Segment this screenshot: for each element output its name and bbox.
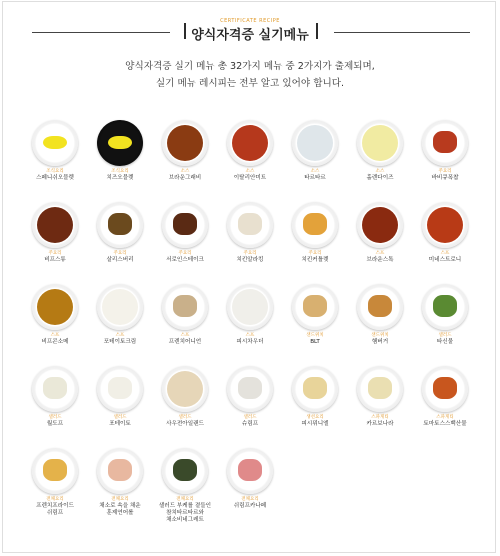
dish-photo [32, 120, 78, 166]
dish-name: 비프스튜 [44, 257, 66, 263]
dish-category: 조식요리 [111, 169, 129, 174]
dish-food [433, 295, 457, 317]
dish-photo [227, 366, 273, 412]
dish-photo [32, 202, 78, 248]
dish-category: 전채요리 [176, 497, 194, 502]
dish-category: 주요리 [438, 169, 452, 174]
dish-category: 샐러드 [243, 415, 257, 420]
dish-photo [357, 202, 403, 248]
dish-food [368, 377, 392, 399]
dish-category: 소스 [310, 169, 320, 174]
dish-photo [292, 366, 338, 412]
dish-name: 치킨커틀렛 [301, 257, 329, 263]
dish-photo [292, 202, 338, 248]
dish-food [238, 213, 262, 235]
dish-photo [227, 120, 273, 166]
dish-category: 스파게티 [371, 415, 389, 420]
dish-name: 햄버거 [371, 339, 389, 345]
page-title: 양식자격증 실기메뉴 [191, 28, 309, 43]
dish-photo [292, 284, 338, 330]
dish-photo [97, 120, 143, 166]
dish-food [167, 371, 203, 407]
dish-name: 비프콘소메 [41, 339, 69, 345]
dish-photo [97, 284, 143, 330]
dish-category: 스프 [180, 333, 190, 338]
dish-category: 주요리 [308, 251, 322, 256]
dish-category: 샐러드 [438, 333, 452, 338]
dish-photo [227, 284, 273, 330]
dish-category: 주요리 [243, 251, 257, 256]
dish-food [37, 207, 73, 243]
dish-name: 샐러드 부케를 곁들인 참치타르타르와 채소비네그레트 [158, 503, 212, 523]
dish-name: 브라운그래비 [168, 175, 202, 181]
dish-category: 소스 [180, 169, 190, 174]
dish-name: 타르타르 [304, 175, 326, 181]
dish-food [173, 459, 197, 481]
dish-category: 샐러드 [178, 415, 192, 420]
dish-food [232, 125, 268, 161]
dish-name: 피시차우더 [236, 339, 264, 345]
dish-food [303, 377, 327, 399]
dish-food [232, 289, 268, 325]
dish-photo [32, 448, 78, 494]
dish-name: 브라운스톡 [366, 257, 394, 263]
dish-food [43, 136, 67, 149]
dish-category: 주요리 [113, 251, 127, 256]
dish-name: 서로인스테이크 [166, 257, 204, 263]
dish-category: 주요리 [48, 251, 62, 256]
dish-photo [162, 284, 208, 330]
dish-name: 이탈리안미트 [233, 175, 267, 181]
dish-name: 프렌치프라이드 쉬림프 [36, 503, 74, 516]
dish-category: 샌드위치 [306, 333, 324, 338]
dish-food [427, 207, 463, 243]
dish-category: 스프 [245, 333, 255, 338]
dish-food [37, 289, 73, 325]
dish-category: 생선요리 [306, 415, 324, 420]
dish-food [108, 213, 132, 235]
dish-name: 프렌치어니언 [168, 339, 202, 345]
dish-category: 샐러드 [113, 415, 127, 420]
dish-category: 주요리 [178, 251, 192, 256]
dish-food [173, 213, 197, 235]
dish-food [303, 295, 327, 317]
dish-photo [97, 448, 143, 494]
dish-photo [162, 448, 208, 494]
dish-name: 타신물 [436, 339, 454, 345]
dish-photo [32, 366, 78, 412]
dish-name: 치킨알라킹 [236, 257, 264, 263]
dish-food [43, 459, 67, 481]
dish-name: 포테이토크림 [103, 339, 137, 345]
dish-food [433, 377, 457, 399]
dish-name: 카르보나라 [366, 421, 394, 427]
dish-category: 전채요리 [241, 497, 259, 502]
dish-category: 스프 [440, 251, 450, 256]
dish-name: 채소로 속을 채운 훈제연어롤 [99, 503, 141, 516]
dish-food [167, 125, 203, 161]
dish-food [238, 459, 262, 481]
dish-food [297, 125, 333, 161]
dish-name: 스페니쉬오믈렛 [36, 175, 74, 181]
dish-photo [422, 284, 468, 330]
dish-photo [97, 366, 143, 412]
dish-name: 포테이토 [109, 421, 131, 427]
dish-name: 월도프 [46, 421, 64, 427]
dish-food [362, 207, 398, 243]
dish-photo [162, 366, 208, 412]
dish-food [108, 377, 132, 399]
header-eyebrow: CERTIFICATE RECIPE [220, 18, 280, 24]
dish-food [102, 289, 138, 325]
dish-food [108, 136, 132, 149]
dish-name: 쉬림프카나페 [233, 503, 267, 509]
dish-name: 바비큐폭찹 [431, 175, 459, 181]
dish-photo [227, 202, 273, 248]
dish-photo [422, 366, 468, 412]
dish-photo [227, 448, 273, 494]
dish-photo [162, 120, 208, 166]
dish-category: 스프 [115, 333, 125, 338]
dish-name: 홀렌다이즈 [366, 175, 394, 181]
dish-food [368, 295, 392, 317]
dish-name: 미네스트로니 [428, 257, 462, 263]
dish-photo [32, 284, 78, 330]
dish-photo [357, 366, 403, 412]
dish-food [43, 377, 67, 399]
dish-food [173, 295, 197, 317]
dish-category: 스프 [375, 251, 385, 256]
dish-category: 샌드위치 [371, 333, 389, 338]
dish-photo [422, 202, 468, 248]
dish-photo [357, 284, 403, 330]
dish-food [238, 377, 262, 399]
dish-food [362, 125, 398, 161]
dish-category: 스파게티 [436, 415, 454, 420]
dish-photo [357, 120, 403, 166]
intro-line-1: 양식자격증 실기 메뉴 총 32가지 메뉴 중 2가지가 출제되며, [125, 61, 375, 72]
dish-category: 샐러드 [48, 415, 62, 420]
dish-food [433, 131, 457, 153]
dish-photo [422, 120, 468, 166]
dish-name: 토마토스스백산물 [423, 421, 467, 427]
dish-category: 소스 [245, 169, 255, 174]
dish-food [303, 213, 327, 235]
dish-photo [162, 202, 208, 248]
dish-photo [292, 120, 338, 166]
intro-line-2: 실기 메뉴 레시피는 전부 알고 있어야 합니다. [155, 78, 345, 89]
dish-name: 슈림프 [241, 421, 259, 427]
dish-category: 조식요리 [46, 169, 64, 174]
dish-photo [97, 202, 143, 248]
dish-name: BLT [310, 339, 320, 345]
dish-food [108, 459, 132, 481]
dish-category: 스프 [50, 333, 60, 338]
dish-category: 전채요리 [46, 497, 64, 502]
dish-name: 치즈오믈렛 [106, 175, 134, 181]
dish-category: 소스 [375, 169, 385, 174]
dish-category: 전채요리 [111, 497, 129, 502]
dish-name: 피시뮈니엘 [301, 421, 329, 427]
dish-name: 살리스버리 [106, 257, 134, 263]
dish-name: 사우전아일랜드 [166, 421, 204, 427]
